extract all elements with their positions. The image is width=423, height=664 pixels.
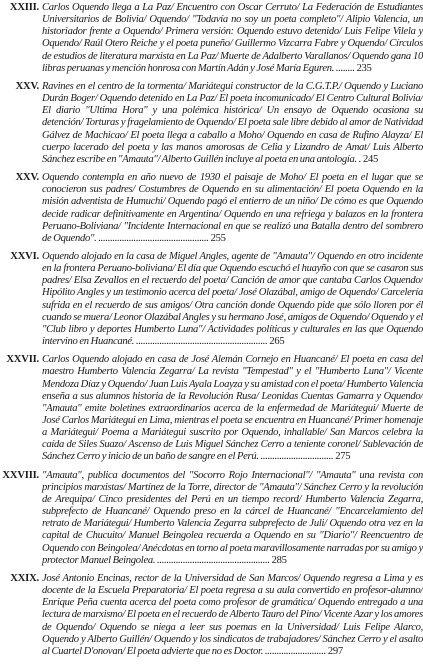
page-number: 297 bbox=[327, 645, 343, 657]
chapter-summary bbox=[42, 172, 423, 245]
chapter-summary bbox=[42, 470, 423, 567]
toc-entry bbox=[0, 172, 423, 245]
chapter-summary-text: Ravines en el centro de la tormenta/ Mariátegui constructor de la C.G.T.P./ Oquendo y Luciano Durán Boger/ Oquendo detenido en La Paz/ El poeta incomunicado/ El Centro Cultural Bolivia/ El diario "Ultima Hora" y una polémica histórica/ Un ensayo de Oquendo ocasiona su detención/ Torturas y fragelamiento de Oquendo/ El poeta sale libre debido al amor de Natividad Gálvez de Machicao/ El poeta llega a caballo a Moho/ Oquendo en casa de Rufino Alayza/ El cuerpo lacerado del poeta y las manos amorosas de Celia y Lizandro de Amat/ Luis Alberto Sánchez escribe en "Amauta"/ Alberto Guillén incluye al poeta en una antología. . bbox=[42, 80, 423, 165]
chapter-summary-text: "Amauta", publica documentos del "Socorro Rojo Internacional"/ "Amauta" una revista con principios marxistas/ Martínez de la Torre, director de "Amauta"/ Sánchez Cerro y la revolución de Arequipa/ Cinco presidentes del Perú en un tiempo record/ Humberto Valencia Zegarra, subprefecto de Huancané/ Oquendo preso en la cárcel de Huancané/ "Encarcelamiento del retrato de Mariátegui/ Humberto Valencia Zegarra subprefecto de Juli/ Oquendo otra vez en la capital de Chucuito/ Manuel Beingolea recuerda a Oquendo en su "Diario"/ Reencuentro de Oquendo con Beingolea/ Anécdotas en torno al poeta maravillosamente narradas por su amigo y protector Manuel Beingolea. ................................................ bbox=[42, 469, 423, 566]
page-number: 285 bbox=[271, 554, 287, 566]
chapter-summary bbox=[42, 81, 423, 166]
chapter-summary-text: Oquendo contempla en año nuevo de 1930 el paisaje de Moho/ El poeta en el lugar que se conocieron sus padres/ Costumbres de Oquendo en su alimentación/ El poeta Oquendo en la misión adventista de Humuchi/ Oquendo pagó el entierro de un niño/ De cómo es que Oquendo decide radicar definitivamente en Argentina/ Oquendo en una refriega y balazos en la frontera Peruano-Boliviana/ "Incidente Internacional en que se realizó una Batalla dentro del sombrero de Oquendo". ............................................... bbox=[42, 172, 423, 244]
chapter-number: XXV. bbox=[15, 172, 39, 184]
toc-entry bbox=[0, 470, 423, 567]
page-number: 235 bbox=[356, 62, 372, 74]
chapter-number: XXVI. bbox=[10, 250, 39, 262]
chapter-summary bbox=[42, 354, 423, 463]
chapter-summary bbox=[42, 573, 423, 658]
chapter-summary bbox=[42, 2, 423, 75]
toc-entry bbox=[0, 81, 423, 166]
page-number: 265 bbox=[269, 336, 285, 348]
chapter-number: XXVII. bbox=[6, 354, 39, 366]
toc-entry bbox=[0, 573, 423, 658]
chapter-number: XXVIII. bbox=[2, 469, 39, 481]
page-number: 255 bbox=[210, 232, 226, 244]
chapter-number: XXIX. bbox=[10, 572, 39, 584]
page-number: 245 bbox=[362, 153, 378, 165]
table-of-contents bbox=[0, 2, 423, 664]
chapter-summary-text: Oquendo alojado en la casa de Miguel Angles, agente de "Amauta"/ Oquendo en otro incidente en la frontera Peruano-boliviana/ El día que Oquendo escuchó el huayño con que se casaron sus padres/ Elsa Zevallos en el recuerdo del poeta/ Canción de amor que cantaba Carlos Oquendo/ Hipólito Angles y un testimonio acerca del poeta/ José Olazábal, amigo de Oquendo/ Carcelería sufrida en el recuerdo de sus amigos/ Otra canción donde Oquendo pide que sólo lloren por él cuando se muera/ Leonor Olazábal Angles y su hermano José, amigos de Oquendo/ Oquendo y el "Club libro y deportes Humberto Luna"/ Actividades políticas y culturales en las que Oquendo intervino en Huancané. ........................................................ bbox=[42, 250, 423, 348]
chapter-number: XXIII. bbox=[9, 2, 39, 13]
page-number: 275 bbox=[335, 451, 351, 463]
toc-entry bbox=[0, 354, 423, 463]
toc-entry bbox=[0, 2, 423, 75]
chapter-number: XXV. bbox=[15, 80, 39, 92]
chapter-summary bbox=[42, 251, 423, 348]
chapter-summary-text: José Antonio Encinas, rector de la Universidad de San Marcos/ Oquendo regresa a Lima y es docente de la Escuela Preparatoria/ El poeta regresa a su aula convertido en profesor-alumno/ Enrique Peña cuenta acerca del poeta como profesor de gramática/ Oquendo entregado a una lectura de marxismo/ El poeta en el recuerdo de Alberto Tauro del Pino/ Vicente Azar y los amores de Oquendo/ Oquendo se niega a leer sus poemas en la Universidad/ Luis Felipe Alarco, Oquendo y Alberto Guillén/ Oquendo y los sindicatos de trabajadores/ Sánchez Cerro y el asalto al Cuartel D'onovan/ El poeta advierte que no es Doctor. .......................... bbox=[42, 572, 423, 657]
chapter-summary-text: Carlos Oquendo llega a La Paz/ Encuentro con Oscar Cerruto/ La Federación de Estudiantes Universitarios de Bolivia/ Oquendo/ "Todavía no soy un poeta completo"/ Alipio Valencia, un historiador frente a Oquendo/ Primera versión: Oquendo estuvo detenido/ Luis Felipe Vilela y Oquendo/ Raúl Otero Reiche y el poeta puneño/ Guillermo Vizcarra Fabre y Oquendo/ Círculos de estudios de literatura marxista en La Paz/ Muerte de Adalberto Varallanos/ Oquendo gana 10 libras peruanas y mención honrosa con Martín Adán y José María Eguren. ........ bbox=[42, 2, 423, 74]
chapter-summary-text: Carlos Oquendo alojado en casa de José Alemán Cornejo en Huancané/ El poeta en casa del maestro Humberto Valencia Zegarra/ La revista "Tempestad" y el "Humberto Luna"/ Vicente Mendoza Díaz y Oquendo/ Juan Luis Ayala Loayza y su amistad con el poeta/ Humberto Valencia enseña a sus alumnos historia de la Revolución Rusa/ Leonidas Cuentas Gamarra y Oquendo/ "Amauta" emite boletines extraordinarios acerca de la enfermedad de Mariátegui/ Muerte de José Carlos Mariátegui en Lima, mientras el poeta se encuentra en Huancané/ Primer homenaje a Mariátegui/ Poema a Mariátegui suscrito por Oquendo, inhallable/ San Marcos celebra la caída de Siles Suazo/ Ascenso de Luis Miguel Sánchez Cerro a teniente coronel/ Sublevación de Sánchez Cerro y inicio de un baño de sangre en el Perú. ............................... bbox=[42, 354, 423, 463]
toc-entry bbox=[0, 251, 423, 348]
